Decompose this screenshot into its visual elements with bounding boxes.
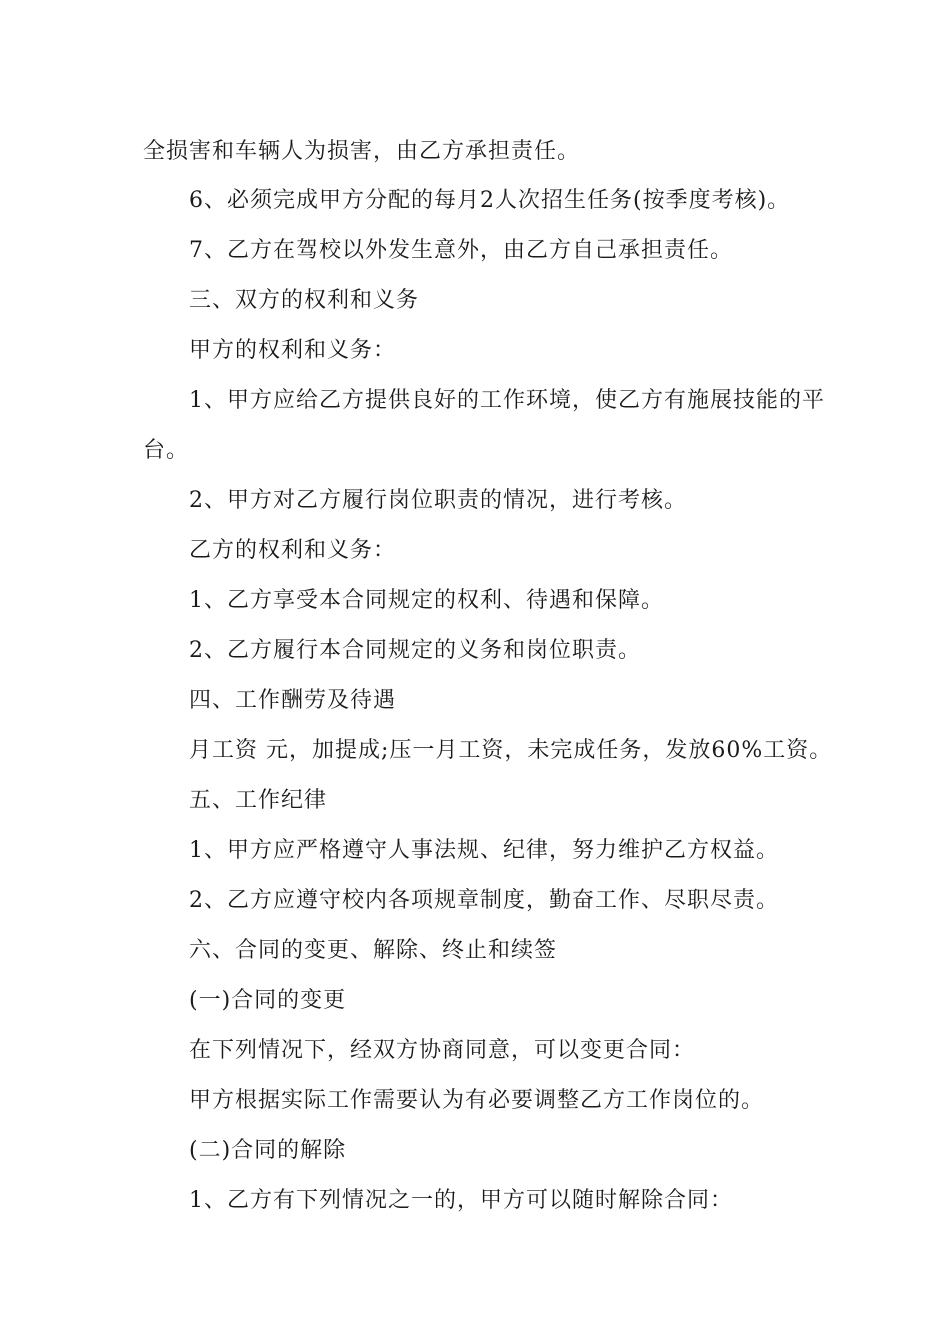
text-line: 2、乙方应遵守校内各项规章制度，勤奋工作、尽职尽责。 <box>189 888 779 913</box>
text-line: 台。 <box>143 438 190 463</box>
subheading: 乙方的权利和义务： <box>189 538 397 563</box>
subheading: (二)合同的解除 <box>189 1138 347 1163</box>
text-line: 7、乙方在驾校以外发生意外，由乙方自己承担责任。 <box>189 238 733 263</box>
subheading: 甲方的权利和义务： <box>189 338 397 363</box>
text-line: 1、甲方应严格遵守人事法规、纪律，努力维护乙方权益。 <box>189 838 779 863</box>
text-line: 2、乙方履行本合同规定的义务和岗位职责。 <box>189 638 641 663</box>
subheading: (一)合同的变更 <box>189 988 347 1013</box>
text-line: 1、甲方应给乙方提供良好的工作环境，使乙方有施展技能的平 <box>189 388 825 413</box>
text-line: 1、乙方享受本合同规定的权利、待遇和保障。 <box>189 588 664 613</box>
text-line: 甲方根据实际工作需要认为有必要调整乙方工作岗位的。 <box>189 1088 765 1113</box>
section-heading: 四、工作酬劳及待遇 <box>189 688 397 713</box>
section-heading: 五、工作纪律 <box>189 788 328 813</box>
text-line: 全损害和车辆人为损害，由乙方承担责任。 <box>143 139 581 164</box>
text-line: 2、甲方对乙方履行岗位职责的情况，进行考核。 <box>189 488 687 513</box>
text-line: 在下列情况下，经双方协商同意，可以变更合同： <box>189 1038 696 1063</box>
text-line: 6、必须完成甲方分配的每月2人次招生任务(按季度考核)。 <box>189 188 791 213</box>
section-heading: 三、双方的权利和义务 <box>189 288 420 313</box>
text-line: 月工资 元，加提成;压一月工资，未完成任务，发放60%工资。 <box>189 738 833 763</box>
text-line: 1、乙方有下列情况之一的，甲方可以随时解除合同： <box>189 1188 733 1213</box>
section-heading: 六、合同的变更、解除、终止和续签 <box>189 938 558 963</box>
